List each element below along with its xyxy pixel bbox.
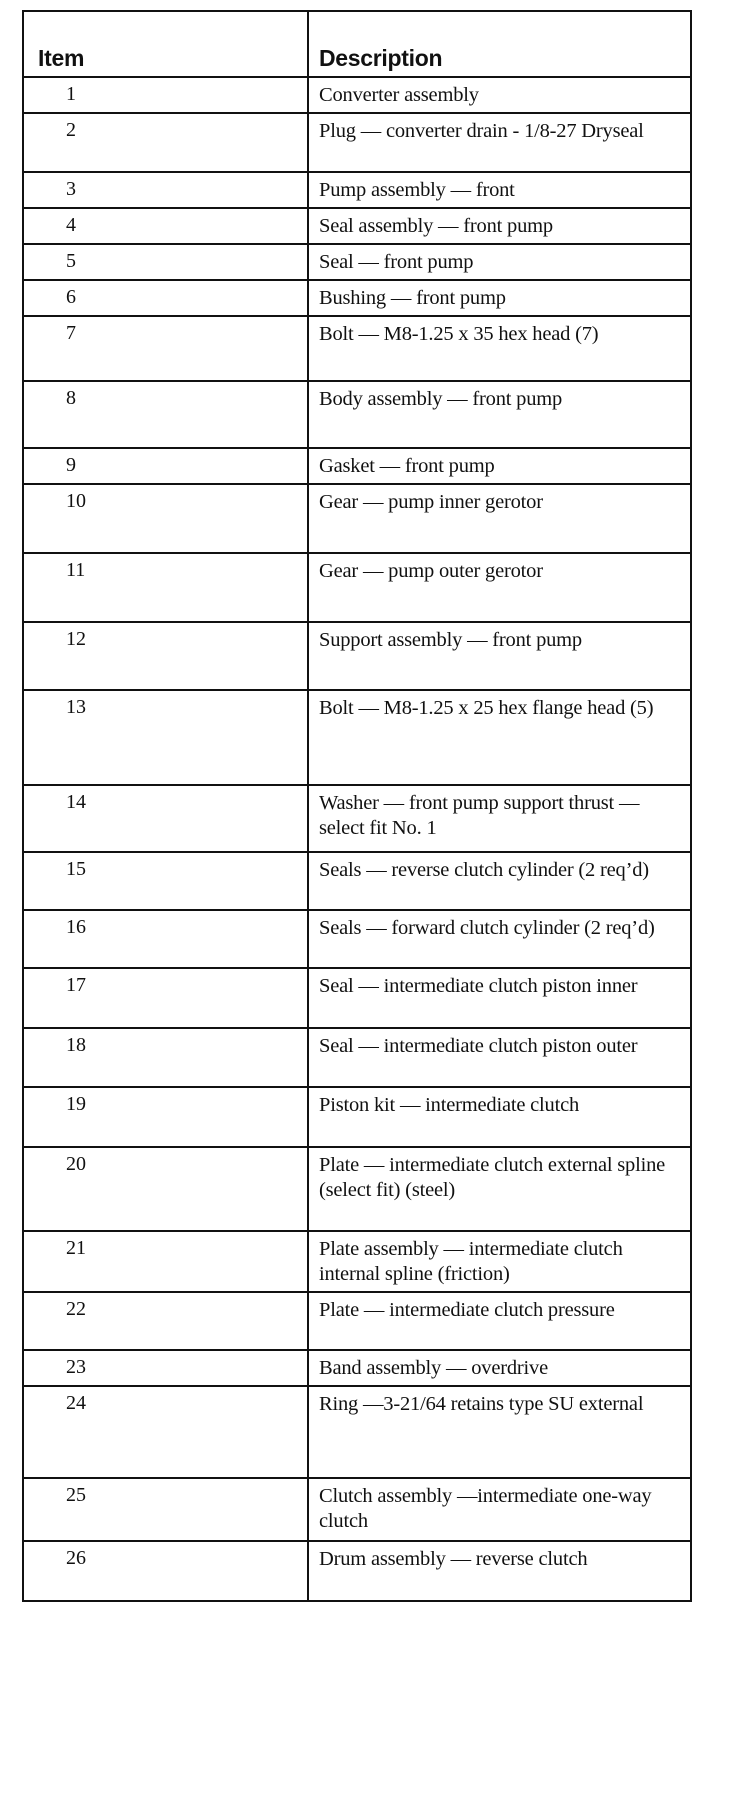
item-description: Plate — intermediate clutch external spline (select fit) (steel) [308, 1147, 691, 1231]
table-row [23, 172, 691, 208]
item-description: Piston kit — intermediate clutch [308, 1087, 691, 1147]
table-row [23, 280, 691, 316]
item-description: Drum assembly — reverse clutch [308, 1541, 691, 1601]
table-row [23, 1028, 691, 1087]
item-description: Gasket — front pump [308, 448, 691, 484]
table-row [23, 910, 691, 968]
item-description: Plate assembly — intermediate clutch internal spline (friction) [308, 1231, 691, 1292]
table-row [23, 553, 691, 622]
item-number: 18 [23, 1028, 308, 1087]
item-description: Seal assembly — front pump [308, 208, 691, 244]
item-number: 20 [23, 1147, 308, 1231]
item-number: 1 [23, 77, 308, 113]
item-description: Pump assembly — front [308, 172, 691, 208]
item-number: 5 [23, 244, 308, 280]
item-description: Seal — intermediate clutch piston inner [308, 968, 691, 1028]
parts-table [22, 10, 692, 1602]
table-row [23, 968, 691, 1028]
item-number: 4 [23, 208, 308, 244]
item-description: Ring —3-21/64 retains type SU external [308, 1386, 691, 1478]
item-number: 21 [23, 1231, 308, 1292]
table-row [23, 1147, 691, 1231]
item-description: Washer — front pump support thrust — select fit No. 1 [308, 785, 691, 852]
item-description: Seals — reverse clutch cylinder (2 req’d) [308, 852, 691, 910]
item-number: 25 [23, 1478, 308, 1541]
table-row [23, 1350, 691, 1386]
item-number: 13 [23, 690, 308, 785]
table-row [23, 852, 691, 910]
item-description: Plug — converter drain - 1/8-27 Dryseal [308, 113, 691, 172]
item-number: 23 [23, 1350, 308, 1386]
table-row [23, 1478, 691, 1541]
item-description: Support assembly — front pump [308, 622, 691, 690]
item-number: 7 [23, 316, 308, 381]
item-number: 26 [23, 1541, 308, 1601]
table-row [23, 316, 691, 381]
table-row [23, 1231, 691, 1292]
item-description: Bolt — M8-1.25 x 35 hex head (7) [308, 316, 691, 381]
item-number: 22 [23, 1292, 308, 1350]
item-number: 6 [23, 280, 308, 316]
item-number: 19 [23, 1087, 308, 1147]
table-row [23, 1541, 691, 1601]
item-number: 15 [23, 852, 308, 910]
item-description: Seals — forward clutch cylinder (2 req’d) [308, 910, 691, 968]
item-description: Clutch assembly —intermediate one-way clutch [308, 1478, 691, 1541]
item-description: Bushing — front pump [308, 280, 691, 316]
table-row [23, 381, 691, 448]
item-number: 11 [23, 553, 308, 622]
table-row [23, 1087, 691, 1147]
item-description: Gear — pump inner gerotor [308, 484, 691, 553]
item-number: 8 [23, 381, 308, 448]
item-description: Seal — front pump [308, 244, 691, 280]
item-description: Body assembly — front pump [308, 381, 691, 448]
item-number: 3 [23, 172, 308, 208]
table-row [23, 690, 691, 785]
header-row [23, 11, 691, 77]
table-row [23, 785, 691, 852]
table-row [23, 208, 691, 244]
table-row [23, 622, 691, 690]
table-row [23, 448, 691, 484]
item-number: 10 [23, 484, 308, 553]
item-number: 12 [23, 622, 308, 690]
table-row [23, 113, 691, 172]
table-row [23, 77, 691, 113]
item-column-header: Item [23, 11, 308, 77]
item-number: 9 [23, 448, 308, 484]
item-description: Band assembly — overdrive [308, 1350, 691, 1386]
item-description: Seal — intermediate clutch piston outer [308, 1028, 691, 1087]
table-row [23, 1292, 691, 1350]
item-number: 2 [23, 113, 308, 172]
item-number: 16 [23, 910, 308, 968]
item-number: 14 [23, 785, 308, 852]
item-description: Gear — pump outer gerotor [308, 553, 691, 622]
item-number: 17 [23, 968, 308, 1028]
table-row [23, 484, 691, 553]
item-number: 24 [23, 1386, 308, 1478]
table-row [23, 244, 691, 280]
item-description: Bolt — M8-1.25 x 25 hex flange head (5) [308, 690, 691, 785]
table-row [23, 1386, 691, 1478]
item-description: Converter assembly [308, 77, 691, 113]
description-column-header: Description [308, 11, 691, 77]
item-description: Plate — intermediate clutch pressure [308, 1292, 691, 1350]
